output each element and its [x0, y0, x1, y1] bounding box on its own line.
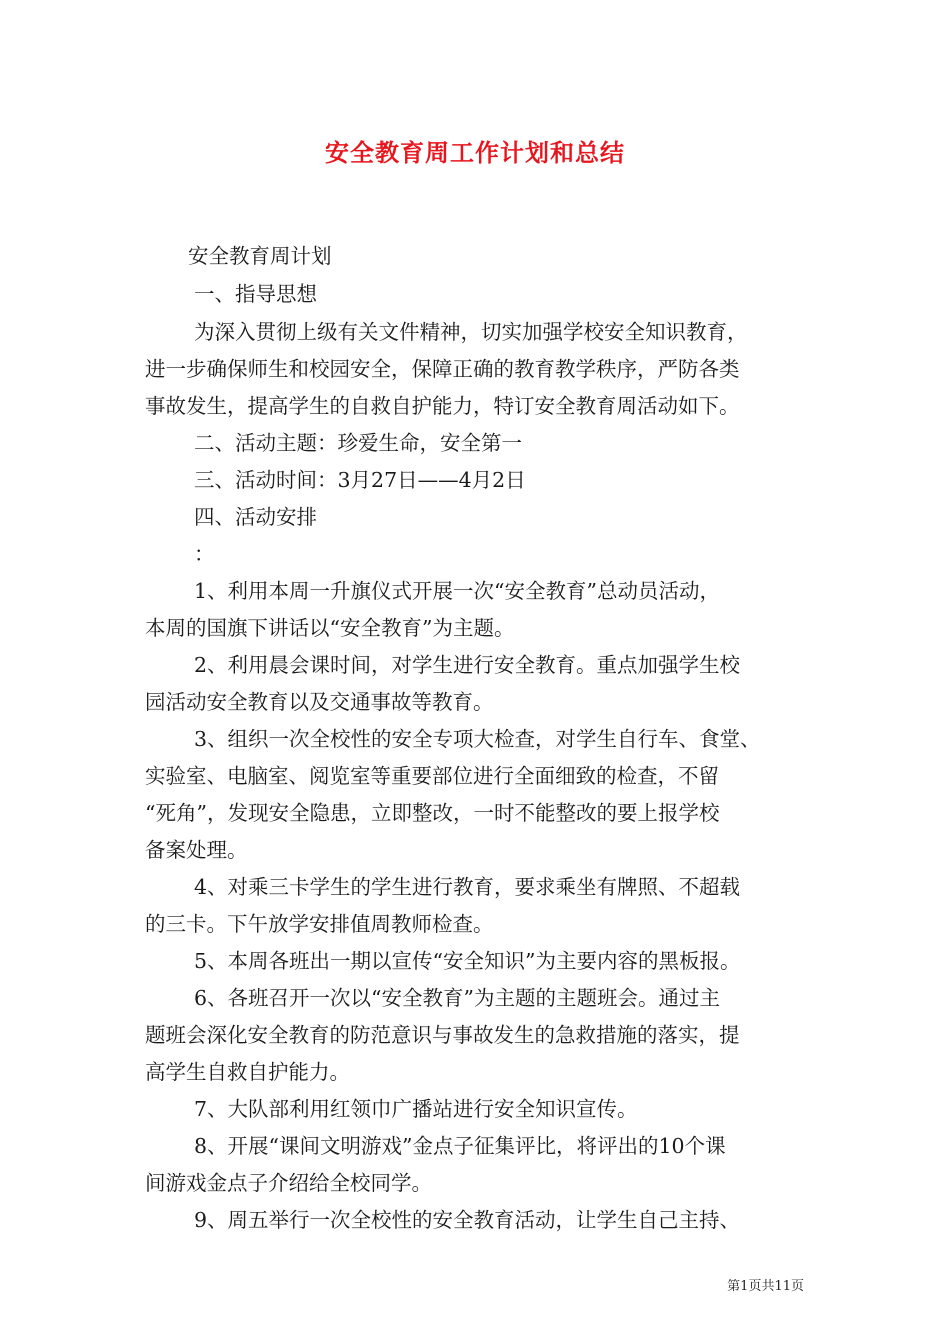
paragraph-line: 备案处理。	[145, 838, 248, 862]
paragraph-line: 进一步确保师生和校园安全，保障正确的教育教学秩序，严防各类	[145, 357, 740, 381]
paragraph-line: 2、利用晨会课时间，对学生进行安全教育。重点加强学生校	[194, 653, 741, 677]
paragraph-line: 高学生自救自护能力。	[145, 1060, 350, 1084]
paragraph-line: 本周的国旗下讲话以“安全教育”为主题。	[145, 616, 515, 640]
paragraph-line: 9、周五举行一次全校性的安全教育活动，让学生自己主持、	[194, 1208, 741, 1232]
page-number-footer: 第1页共11页	[727, 1279, 804, 1294]
paragraph-line: 题班会深化安全教育的防范意识与事故发生的急救措施的落实，提	[145, 1023, 740, 1047]
paragraph-line: 1、利用本周一升旗仪式开展一次“安全教育”总动员活动，	[194, 579, 721, 603]
paragraph-line: 安全教育周计划	[188, 244, 332, 268]
paragraph-line: 8、开展“课间文明游戏”金点子征集评比，将评出的10个课	[194, 1134, 726, 1158]
paragraph-line: 为深入贯彻上级有关文件精神，切实加强学校安全知识教育，	[194, 320, 748, 344]
paragraph-line: 事故发生，提高学生的自救自护能力，特订安全教育周活动如下。	[145, 394, 740, 418]
paragraph-line: 一、指导思想	[194, 282, 317, 306]
paragraph-line: 实验室、电脑室、阅览室等重要部位进行全面细致的检查，不留	[145, 764, 719, 788]
paragraph-line: 6、各班召开一次以“安全教育”为主题的主题班会。通过主	[194, 986, 721, 1010]
paragraph-line: 园活动安全教育以及交通事故等教育。	[145, 690, 494, 714]
paragraph-line: 5、本周各班出一期以宣传“安全知识”为主要内容的黑板报。	[194, 949, 741, 973]
paragraph-line: 7、大队部利用红领巾广播站进行安全知识宣传。	[194, 1097, 638, 1121]
paragraph-line: 间游戏金点子介绍给全校同学。	[145, 1171, 432, 1195]
paragraph-line: 4、对乘三卡学生的学生进行教育，要求乘坐有牌照、不超载	[194, 875, 741, 899]
paragraph-line: ：	[194, 542, 215, 566]
paragraph-line: 的三卡。下午放学安排值周教师检查。	[145, 912, 494, 936]
paragraph-line: 三、活动时间：3月27日——4月2日	[194, 468, 526, 492]
paragraph-line: 二、活动主题：珍爱生命，安全第一	[194, 431, 522, 455]
document-title: 安全教育周工作计划和总结	[325, 139, 625, 167]
paragraph-line: 四、活动安排	[194, 505, 317, 529]
paragraph-line: “死角”，发现安全隐患，立即整改，一时不能整改的要上报学校	[145, 801, 720, 825]
paragraph-line: 3、组织一次全校性的安全专项大检查，对学生自行车、食堂、	[194, 727, 761, 751]
